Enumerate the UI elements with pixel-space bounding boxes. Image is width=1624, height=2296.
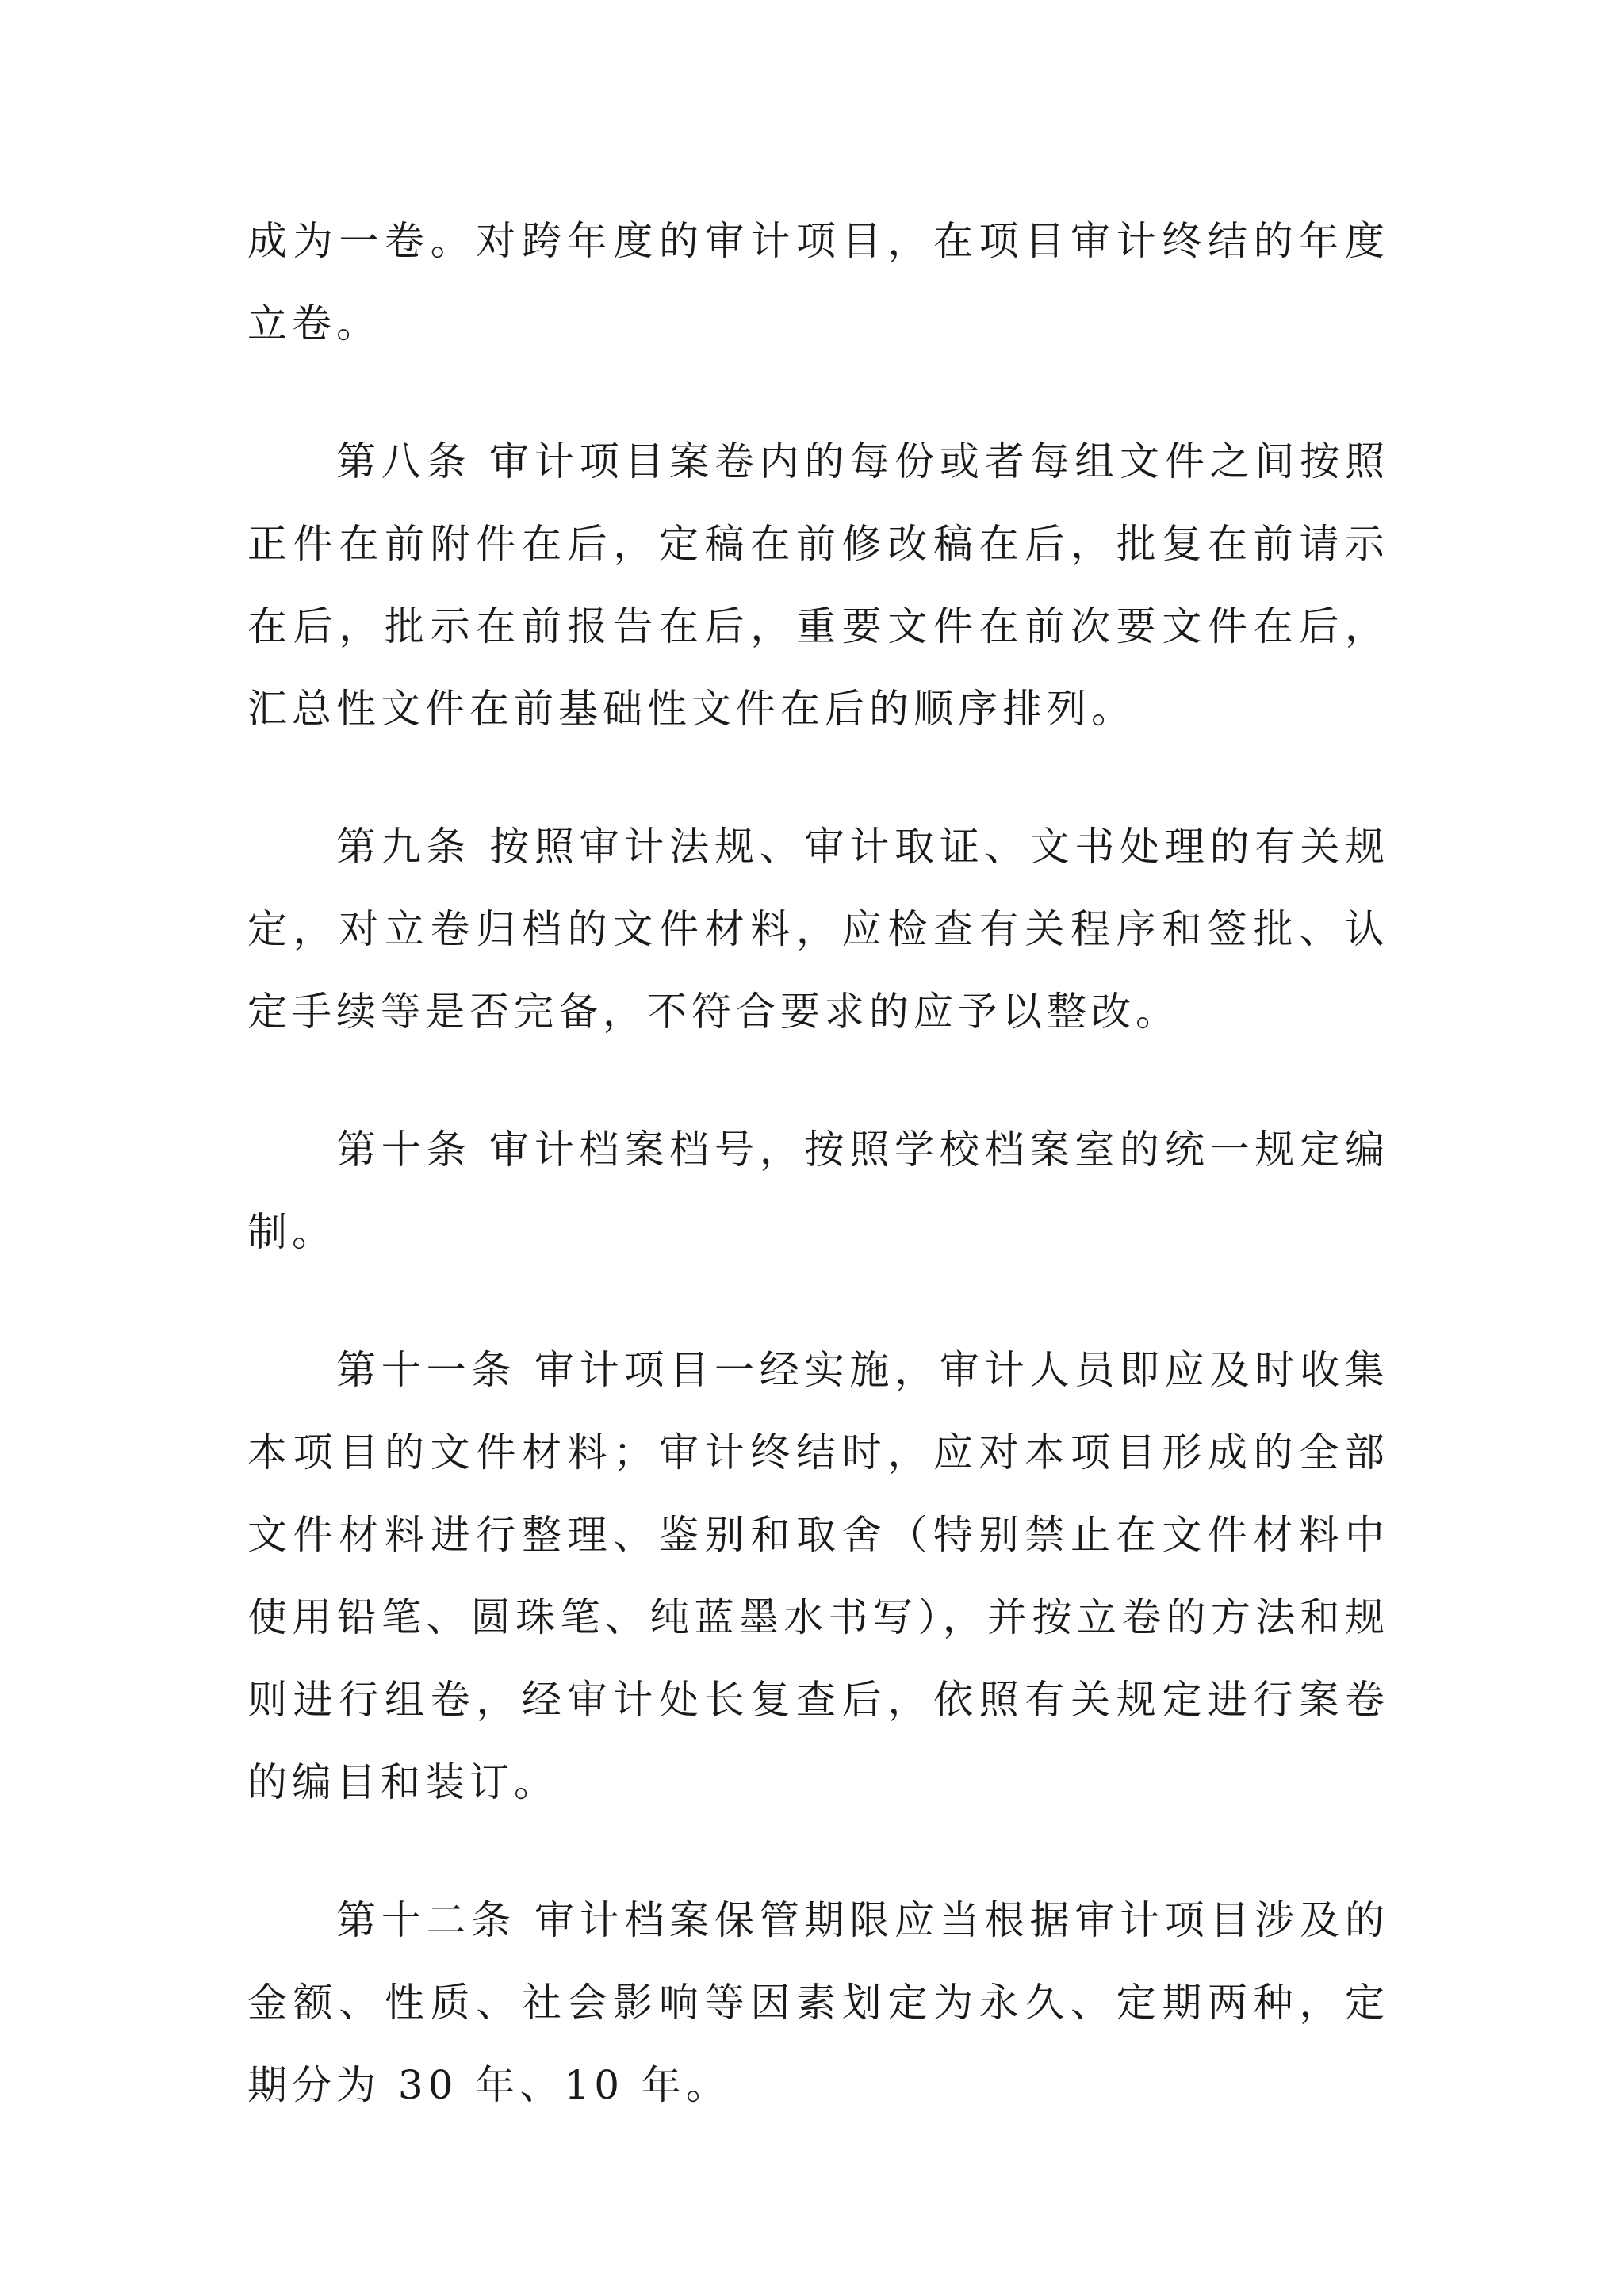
paragraph-article-11: 第十一条 审计项目一经实施，审计人员即应及时收集本项目的文件材料；审计终结时，应对本项目形成的全部文件材料进行整理、鉴别和取舍（特别禁止在文件材料中使用铅笔、圆珠笔、纯蓝墨水书写），并按立卷的方法和规则进行组卷，经审计处长复查后，依照有关规定进行案卷的编目和装订。 bbox=[247, 1347, 1389, 1805]
body-text bbox=[247, 200, 1389, 2126]
paragraph-article-8: 第八条 审计项目案卷内的每份或者每组文件之间按照正件在前附件在后，定稿在前修改稿在后，批复在前请示在后，批示在前报告在后，重要文件在前次要文件在后，汇总性文件在前基础性文件在后的顺序排列。 bbox=[247, 438, 1389, 732]
paragraph-article-12: 第十二条 审计档案保管期限应当根据审计项目涉及的金额、性质、社会影响等因素划定为永久、定期两种，定期分为 30 年、10 年。 bbox=[247, 1897, 1389, 2108]
paragraph-continuation: 成为一卷。对跨年度的审计项目，在项目审计终结的年度立卷。 bbox=[247, 218, 1389, 346]
paragraph-article-9: 第九条 按照审计法规、审计取证、文书处理的有关规定，对立卷归档的文件材料，应检查有关程序和签批、认定手续等是否完备，不符合要求的应予以整改。 bbox=[247, 824, 1389, 1035]
paragraph-article-10: 第十条 审计档案档号，按照学校档案室的统一规定编制。 bbox=[247, 1127, 1389, 1255]
